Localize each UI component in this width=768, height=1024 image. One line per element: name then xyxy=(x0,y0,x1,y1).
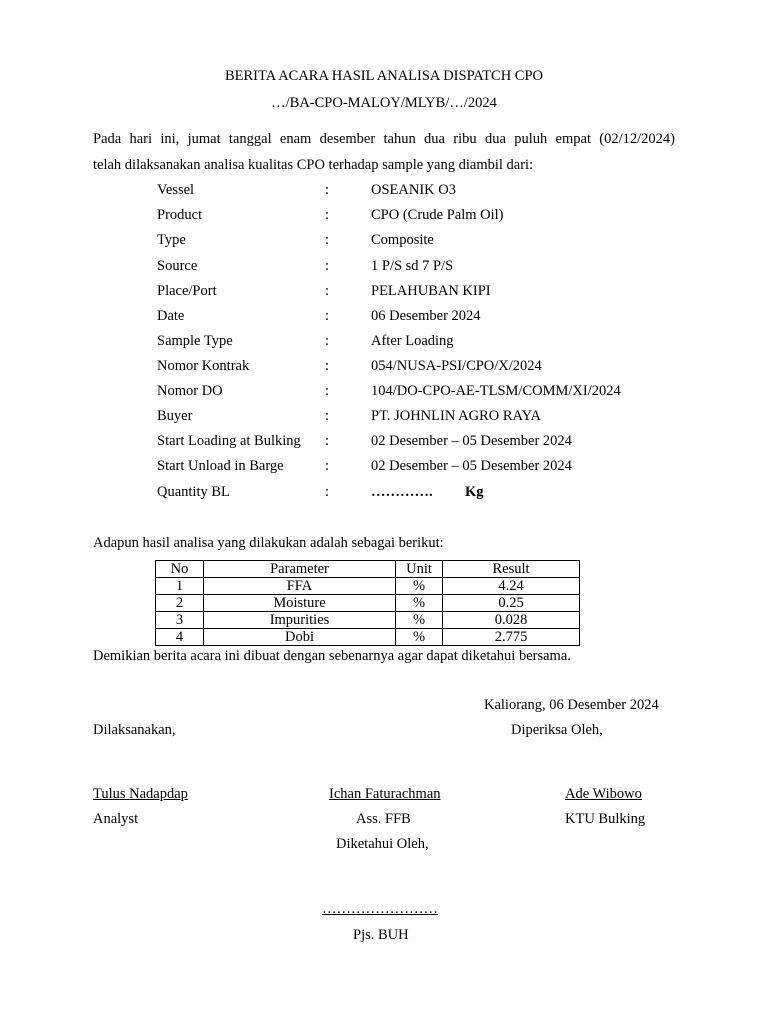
cell-unit: % xyxy=(396,578,443,595)
field-value: Composite xyxy=(371,232,434,248)
signatory-name: Tulus Nadapdap xyxy=(93,786,188,802)
quantity-dots: …………. xyxy=(371,484,433,500)
quantity-colon: : xyxy=(325,484,330,500)
field-label: Date xyxy=(157,308,185,324)
cell-parameter: FFA xyxy=(204,578,396,595)
acknowledger-role: Pjs. BUH xyxy=(353,927,409,943)
field-label: Sample Type xyxy=(157,333,233,349)
field-colon: : xyxy=(325,258,330,274)
acknowledged-by-label: Diketahui Oleh, xyxy=(336,836,429,852)
cell-parameter: Impurities xyxy=(204,612,396,629)
table-row xyxy=(156,578,580,595)
field-value: 06 Desember 2024 xyxy=(371,308,481,324)
field-value: PT. JOHNLIN AGRO RAYA xyxy=(371,408,541,424)
cell-no: 2 xyxy=(156,595,204,612)
field-value: 104/DO-CPO-AE-TLSM/COMM/XI/2024 xyxy=(371,383,621,399)
table-row xyxy=(156,629,580,646)
column-header-parameter: Parameter xyxy=(204,561,396,578)
field-value: After Loading xyxy=(371,333,454,349)
field-label: Start Unload in Barge xyxy=(157,458,284,474)
column-header-result: Result xyxy=(443,561,580,578)
field-value: 02 Desember – 05 Desember 2024 xyxy=(371,458,572,474)
acknowledger-name: …………………… xyxy=(322,901,438,917)
cell-result: 0.028 xyxy=(443,612,580,629)
field-label: Vessel xyxy=(157,182,195,198)
field-value: 1 P/S sd 7 P/S xyxy=(371,258,454,274)
cell-parameter: Dobi xyxy=(204,629,396,646)
quantity-label: Quantity BL xyxy=(157,484,230,500)
field-label: Type xyxy=(157,232,186,248)
signatory-name: Ade Wibowo xyxy=(565,786,642,802)
document-number: …/BA-CPO-MALOY/MLYB/…/2024 xyxy=(271,95,497,111)
field-label: Place/Port xyxy=(157,283,217,299)
field-value: PELAHUBAN KIPI xyxy=(371,283,491,299)
intro-line-1: Pada hari ini, jumat tanggal enam desember tahun dua ribu dua puluh empat (02/12/2024) xyxy=(93,131,675,147)
field-label: Start Loading at Bulking xyxy=(157,433,301,449)
cell-result: 0.25 xyxy=(443,595,580,612)
field-label: Product xyxy=(157,207,203,223)
column-header-no: No xyxy=(156,561,204,578)
signatory-role: KTU Bulking xyxy=(565,811,646,827)
results-intro: Adapun hasil analisa yang dilakukan adalah sebagai berikut: xyxy=(93,535,444,551)
cell-no: 4 xyxy=(156,629,204,646)
field-label: Buyer xyxy=(157,408,193,424)
cell-unit: % xyxy=(396,629,443,646)
field-colon: : xyxy=(325,232,330,248)
field-colon: : xyxy=(325,408,330,424)
cell-no: 3 xyxy=(156,612,204,629)
cell-result: 4.24 xyxy=(443,578,580,595)
table-header-row xyxy=(156,561,580,578)
field-label: Nomor DO xyxy=(157,383,223,399)
cell-unit: % xyxy=(396,612,443,629)
field-colon: : xyxy=(325,333,330,349)
executed-by-label: Dilaksanakan, xyxy=(93,722,176,738)
checked-by-label: Diperiksa Oleh, xyxy=(511,722,603,738)
results-table xyxy=(155,560,580,646)
field-value: 054/NUSA-PSI/CPO/X/2024 xyxy=(371,358,542,374)
field-value: CPO (Crude Palm Oil) xyxy=(371,207,504,223)
closing-statement: Demikian berita acara ini dibuat dengan sebenarnya agar dapat diketahui bersama. xyxy=(93,648,571,664)
field-value: 02 Desember – 05 Desember 2024 xyxy=(371,433,572,449)
signatory-role: Ass. FFB xyxy=(356,811,411,827)
table-row xyxy=(156,595,580,612)
field-colon: : xyxy=(325,182,330,198)
cell-unit: % xyxy=(396,595,443,612)
field-colon: : xyxy=(325,358,330,374)
field-colon: : xyxy=(325,308,330,324)
field-colon: : xyxy=(325,458,330,474)
table-row xyxy=(156,612,580,629)
field-label: Source xyxy=(157,258,198,274)
signatory-name: Ichan Faturachman xyxy=(329,786,441,802)
field-colon: : xyxy=(325,207,330,223)
cell-no: 1 xyxy=(156,578,204,595)
quantity-unit: Kg xyxy=(465,484,484,500)
field-colon: : xyxy=(325,383,330,399)
cell-result: 2.775 xyxy=(443,629,580,646)
field-label: Nomor Kontrak xyxy=(157,358,250,374)
intro-line-2: telah dilaksanakan analisa kualitas CPO terhadap sample yang diambil dari: xyxy=(93,157,534,173)
place-date: Kaliorang, 06 Desember 2024 xyxy=(484,697,659,713)
cell-parameter: Moisture xyxy=(204,595,396,612)
field-colon: : xyxy=(325,283,330,299)
field-value: OSEANIK O3 xyxy=(371,182,456,198)
document-title: BERITA ACARA HASIL ANALISA DISPATCH CPO xyxy=(224,68,544,84)
field-colon: : xyxy=(325,433,330,449)
column-header-unit: Unit xyxy=(396,561,443,578)
signatory-role: Analyst xyxy=(93,811,139,827)
